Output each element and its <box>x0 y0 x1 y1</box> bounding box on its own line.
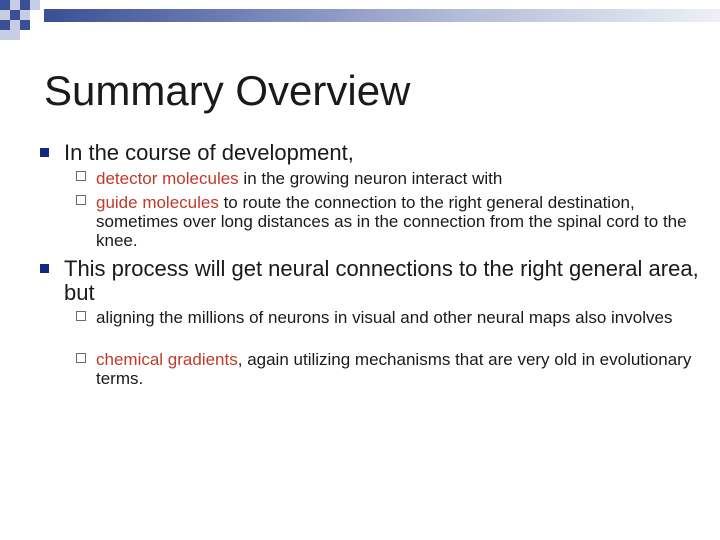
checkbox-bullet-icon <box>76 195 86 205</box>
bullet-text: This process will get neural connections to the right general area, but <box>64 256 699 305</box>
bullet-text: In the course of development, <box>64 140 354 165</box>
subbullet-text <box>96 350 708 388</box>
subbullet-rest: , again utilizing mechanisms that are very old in evolutionary terms. <box>96 350 692 388</box>
square-bullet-icon <box>40 264 49 273</box>
subbullet-rest: in the growing neuron interact with <box>238 169 503 188</box>
subbullet-text <box>96 308 708 327</box>
decorative-checker-corner <box>0 0 50 42</box>
subbullet-rest: to route the connection to the right general destination, sometimes over long distances as in the connection from the spinal cord to the knee. <box>96 193 687 250</box>
subbullet-text <box>96 193 708 250</box>
checkbox-bullet-icon <box>76 311 86 321</box>
square-bullet-icon <box>40 148 49 157</box>
subbullet-rest: aligning the millions of neurons in visual and other neural maps also involves <box>96 308 673 327</box>
subbullet-text <box>96 169 708 188</box>
checkbox-bullet-icon <box>76 171 86 181</box>
checkbox-bullet-icon <box>76 353 86 363</box>
highlight-term: detector molecules <box>96 169 239 188</box>
highlight-term: chemical gradients <box>96 350 238 369</box>
decorative-header-band <box>44 9 720 22</box>
highlight-term: guide molecules <box>96 193 219 212</box>
slide-title: Summary Overview <box>44 67 411 114</box>
